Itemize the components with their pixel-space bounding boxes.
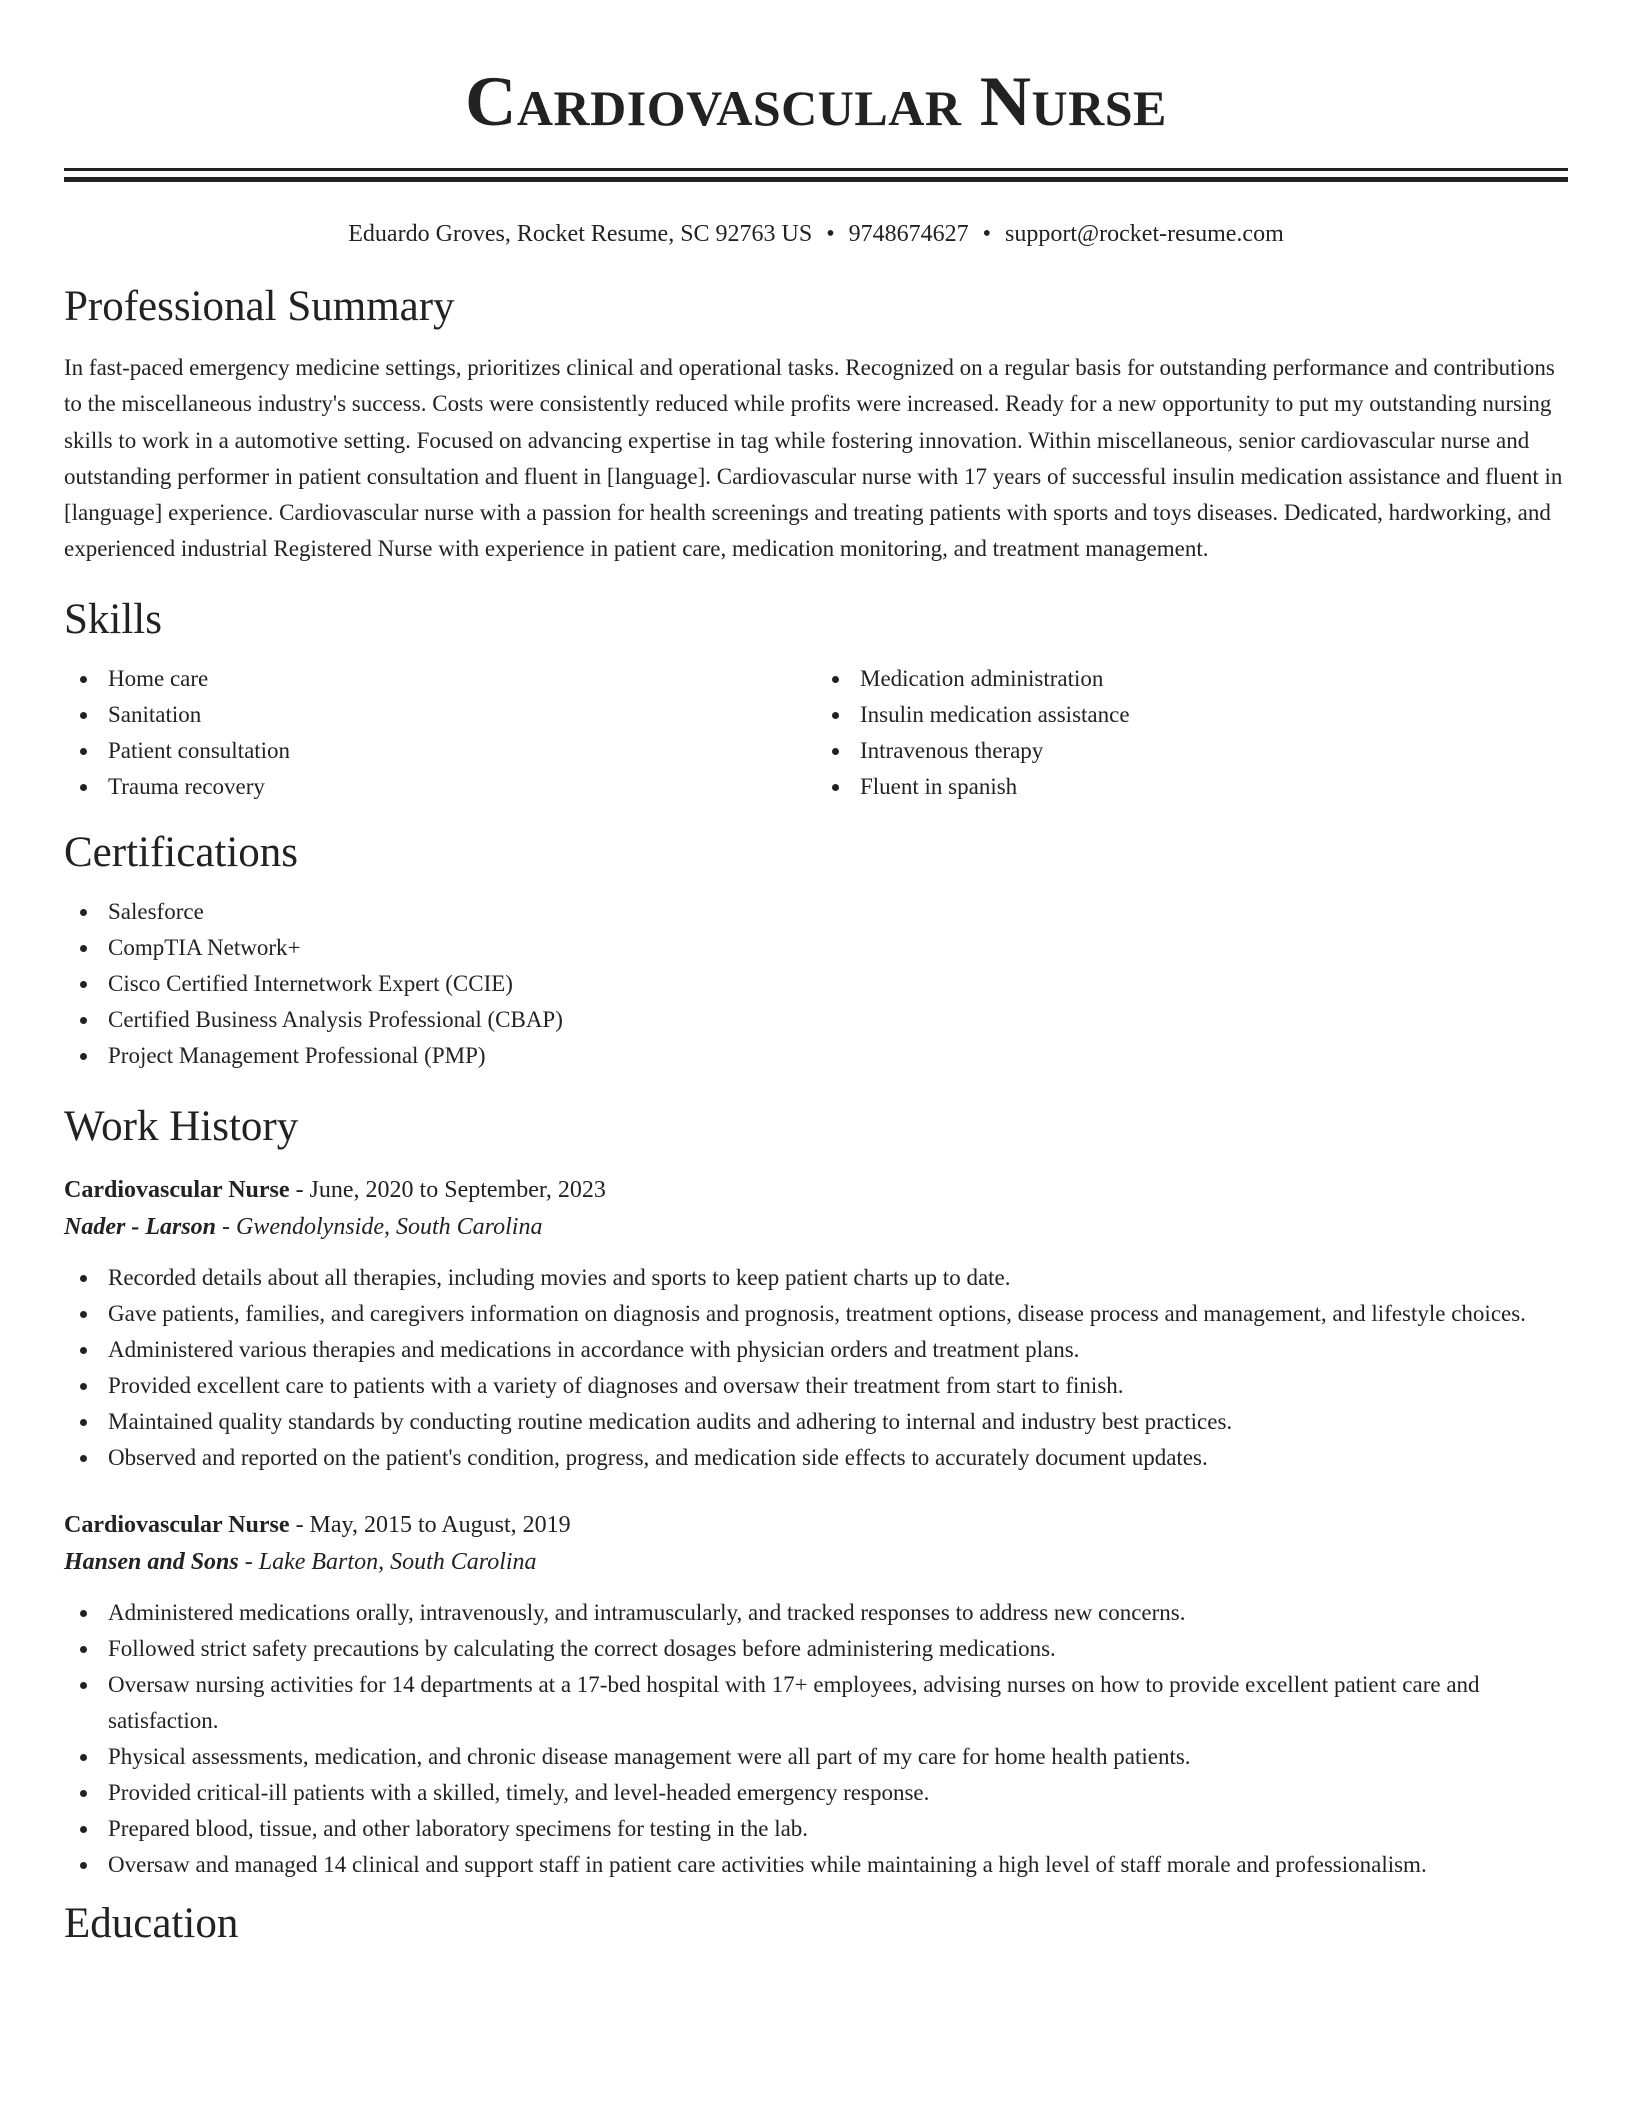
job-title: Cardiovascular Nurse (64, 1176, 290, 1203)
certifications-list (64, 894, 1568, 1074)
skills-list-left (64, 661, 816, 805)
job-bullets (64, 1595, 1568, 1883)
job-bullet: Administered medications orally, intravenously, and intramuscularly, and tracked responses to address new concerns. (64, 1595, 1568, 1631)
job-dates: - May, 2015 to August, 2019 (289, 1511, 571, 1538)
certification-item: Project Management Professional (PMP) (64, 1038, 1568, 1074)
job-bullet: Recorded details about all therapies, including movies and sports to keep patient charts up to date. (64, 1260, 1568, 1296)
summary-heading: Professional Summary (64, 283, 455, 330)
job-bullets (64, 1260, 1568, 1476)
certification-item: Certified Business Analysis Professional (CBAP) (64, 1002, 1568, 1038)
title-divider-thick (64, 177, 1568, 182)
job-dates: - June, 2020 to September, 2023 (289, 1176, 606, 1203)
certification-item: Cisco Certified Internetwork Expert (CCIE) (64, 966, 1568, 1002)
certification-item: Salesforce (64, 894, 1568, 930)
skill-item: Insulin medication assistance (816, 697, 1568, 733)
skill-item: Intravenous therapy (816, 733, 1568, 769)
summary-text: In fast-paced emergency medicine settings, prioritizes clinical and operational tasks. Recognized on a regular basis for outstanding performance and contributions to the miscellaneous industry's success. Costs were consistently reduced while profits were increased. Ready for a new opportunity to put my outstanding nursing skills to work in a automotive setting. Focused on advancing expertise in tag while fostering innovation. Within miscellaneous, senior cardiovascular nurse and outstanding performer in patient consultation and fluent in [language]. Cardiovascular nurse with 17 years of successful insulin medication assistance and fluent in [language] experience. Cardiovascular nurse with a passion for health screenings and treating patients with sports and toys diseases. Dedicated, hardworking, and experienced industrial Registered Nurse with experience in patient care, medication monitoring, and treatment management. (64, 355, 1563, 562)
job-company-line (64, 1209, 1568, 1246)
job-bullet: Provided excellent care to patients with a variety of diagnoses and oversaw their treatment from start to finish. (64, 1368, 1568, 1404)
job-bullet: Physical assessments, medication, and chronic disease management were all part of my care for home health patients. (64, 1739, 1568, 1775)
resume-page (64, 0, 1568, 1949)
skill-item: Home care (64, 661, 816, 697)
job-bullet: Maintained quality standards by conducting routine medication audits and adhering to internal and industry best practices. (64, 1404, 1568, 1440)
contact-line (64, 219, 1568, 249)
job-entry (64, 1172, 1568, 1476)
job-bullet: Gave patients, families, and caregivers information on diagnosis and prognosis, treatment options, disease process and management, and lifestyle choices. (64, 1296, 1568, 1332)
skills-heading: Skills (64, 595, 162, 643)
contact-phone: 9748674627 (848, 221, 969, 247)
skill-item: Patient consultation (64, 733, 816, 769)
job-company: Hansen and Sons (64, 1548, 239, 1575)
job-bullet: Observed and reported on the patient's condition, progress, and medication side effects to accurately document updates. (64, 1440, 1568, 1476)
skills-columns (64, 661, 1568, 805)
job-location: - Gwendolynside, South Carolina (216, 1213, 543, 1240)
job-entry (64, 1507, 1568, 1883)
skill-item: Sanitation (64, 697, 816, 733)
job-bullet: Followed strict safety precautions by calculating the correct dosages before administering medications. (64, 1631, 1568, 1667)
skills-list-right (816, 661, 1568, 805)
contact-address: Eduardo Groves, Rocket Resume, SC 92763 US (348, 221, 813, 247)
contact-email[interactable]: support@rocket-resume.com (1005, 221, 1284, 247)
job-bullet: Oversaw nursing activities for 14 departments at a 17-bed hospital with 17+ employees, advising nurses on how to provide excellent patient care and satisfaction. (64, 1667, 1568, 1739)
job-company-line (64, 1544, 1568, 1581)
work-history-heading: Work History (64, 1102, 299, 1150)
job-title-line (64, 1507, 1568, 1544)
job-bullet: Provided critical-ill patients with a skilled, timely, and level-headed emergency response. (64, 1775, 1568, 1811)
certifications-heading: Certifications (64, 828, 299, 876)
job-location: - Lake Barton, South Carolina (238, 1548, 537, 1575)
skill-item: Fluent in spanish (816, 769, 1568, 805)
contact-separator: • (982, 221, 992, 247)
job-title-line (64, 1172, 1568, 1209)
skill-item: Medication administration (816, 661, 1568, 697)
skill-item: Trauma recovery (64, 769, 816, 805)
education-heading: Education (64, 1899, 239, 1947)
job-title: Cardiovascular Nurse (64, 1511, 290, 1538)
job-company: Nader - Larson (64, 1213, 217, 1240)
contact-separator: • (826, 221, 835, 247)
job-bullet: Administered various therapies and medications in accordance with physician orders and treatment plans. (64, 1332, 1568, 1368)
resume-title: Cardiovascular Nurse (465, 63, 1167, 141)
certification-item: CompTIA Network+ (64, 930, 1568, 966)
title-divider-thin (64, 168, 1568, 171)
job-bullet: Prepared blood, tissue, and other laboratory specimens for testing in the lab. (64, 1811, 1568, 1847)
job-bullet: Oversaw and managed 14 clinical and support staff in patient care activities while maintaining a high level of staff morale and professionalism. (64, 1847, 1568, 1883)
